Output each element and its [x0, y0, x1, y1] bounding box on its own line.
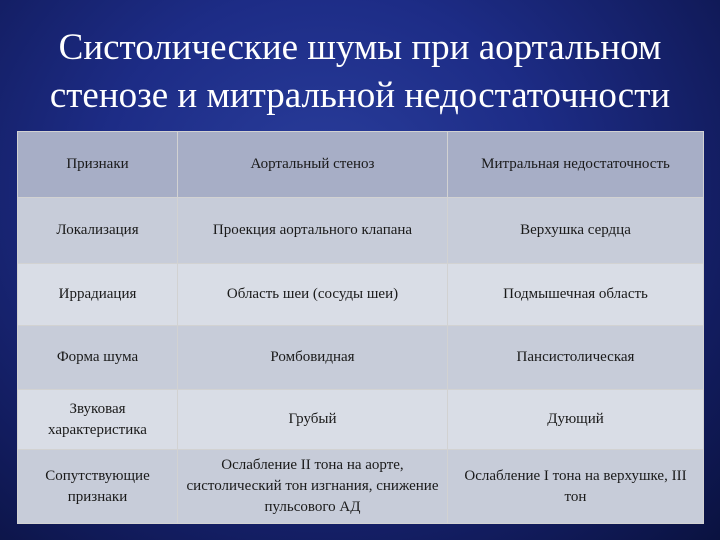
table-cell-label: Звуковая характеристика [18, 390, 178, 450]
table-cell-mitral: Пансистолическая [448, 326, 704, 390]
table-cell-aortic: Грубый [178, 390, 448, 450]
slide-title-line-2: стенозе и митральной недостаточности [49, 75, 671, 116]
table-cell-aortic: Проекция аортального клапана [178, 198, 448, 264]
table-cell-label: Сопутствующие признаки [18, 450, 178, 524]
table-row-sound-character [18, 390, 704, 450]
slide-title [0, 24, 720, 120]
table-row-irradiation [18, 264, 704, 326]
table-row-murmur-shape [18, 326, 704, 390]
comparison-table [17, 131, 704, 524]
table-row-associated-signs [18, 450, 704, 524]
table-cell-label: Форма шума [18, 326, 178, 390]
table-cell-label: Локализация [18, 198, 178, 264]
slide-title-line-1: Систолические шумы при аортальном [58, 27, 662, 68]
header-cell-mitral-insufficiency: Митральная недостаточность [448, 132, 704, 198]
table-header-row [18, 132, 704, 198]
table-cell-label: Иррадиация [18, 264, 178, 326]
header-cell-features: Признаки [18, 132, 178, 198]
table-cell-mitral: Верхушка сердца [448, 198, 704, 264]
header-cell-aortic-stenosis: Аортальный стеноз [178, 132, 448, 198]
table-cell-aortic: Ромбовидная [178, 326, 448, 390]
table-cell-mitral: Дующий [448, 390, 704, 450]
table-row-localization [18, 198, 704, 264]
table-cell-aortic: Область шеи (сосуды шеи) [178, 264, 448, 326]
table-cell-mitral: Ослабление I тона на верхушке, III тон [448, 450, 704, 524]
table-cell-mitral: Подмышечная область [448, 264, 704, 326]
table-cell-aortic: Ослабление II тона на аорте, систолический тон изгнания, снижение пульсового АД [178, 450, 448, 524]
